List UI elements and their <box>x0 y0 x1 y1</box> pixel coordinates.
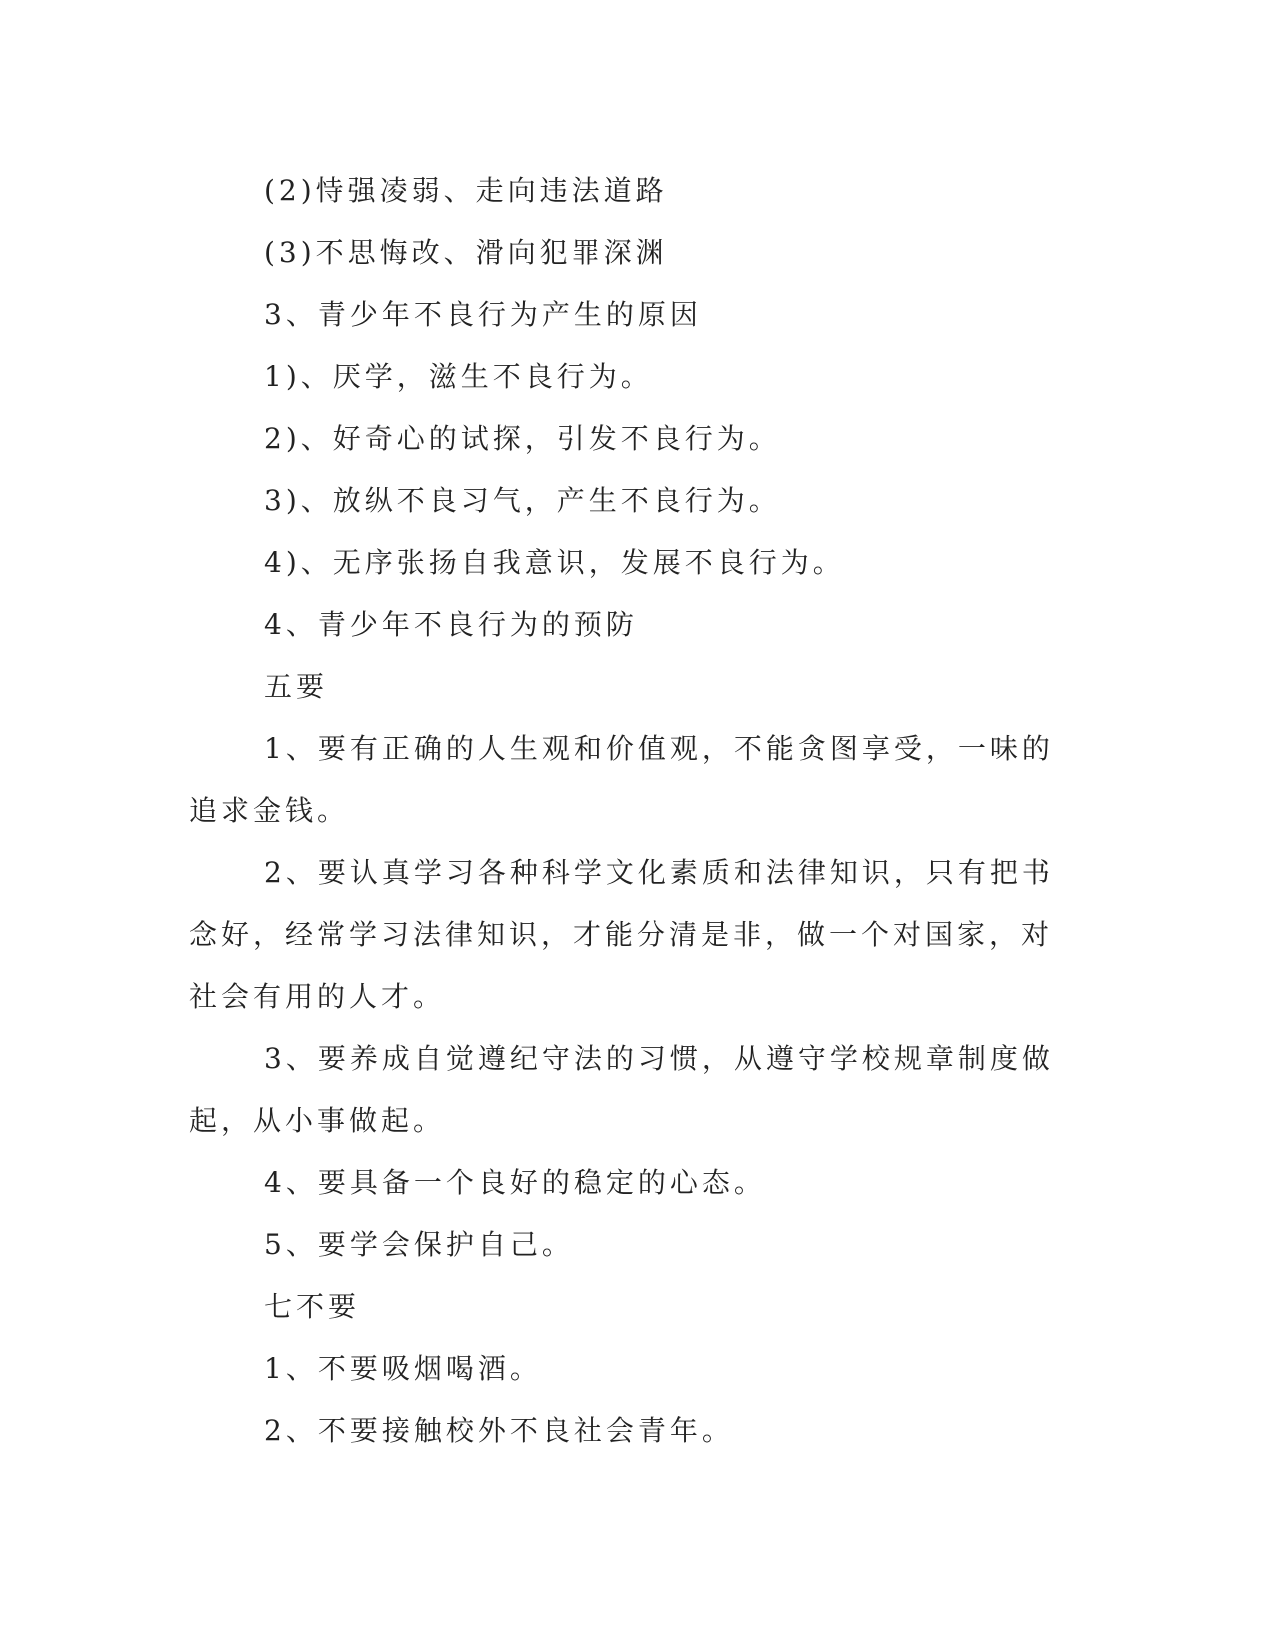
list-item: 2、要认真学习各种科学文化素质和法律知识，只有把书念好，经常学习法律知识，才能分清是非，做一个对国家，对社会有用的人才。 <box>189 856 1054 1013</box>
section-heading: 4、青少年不良行为的预防 <box>264 608 638 641</box>
document-body <box>189 160 1059 1462</box>
section-heading: 3、青少年不良行为产生的原因 <box>264 298 702 331</box>
list-item: 4、要具备一个良好的稳定的心态。 <box>264 1166 766 1199</box>
list-item: 2、不要接触校外不良社会青年。 <box>264 1414 734 1447</box>
list-item: 1、要有正确的人生观和价值观，不能贪图享受，一味的追求金钱。 <box>189 732 1054 827</box>
list-item: 1)、厌学，滋生不良行为。 <box>264 360 653 393</box>
list-item: 1、不要吸烟喝酒。 <box>264 1352 542 1385</box>
list-item: 2)、好奇心的试探，引发不良行为。 <box>264 422 781 455</box>
paragraph: (2)恃强凌弱、走向违法道路 <box>264 174 668 207</box>
list-item: 5、要学会保护自己。 <box>264 1228 574 1261</box>
subheading: 七不要 <box>264 1290 361 1323</box>
list-item: 3、要养成自觉遵纪守法的习惯，从遵守学校规章制度做起，从小事做起。 <box>189 1042 1054 1137</box>
paragraph: (3)不思悔改、滑向犯罪深渊 <box>264 236 668 269</box>
list-item: 3)、放纵不良习气，产生不良行为。 <box>264 484 781 517</box>
list-item: 4)、无序张扬自我意识，发展不良行为。 <box>264 546 845 579</box>
subheading: 五要 <box>264 670 329 703</box>
